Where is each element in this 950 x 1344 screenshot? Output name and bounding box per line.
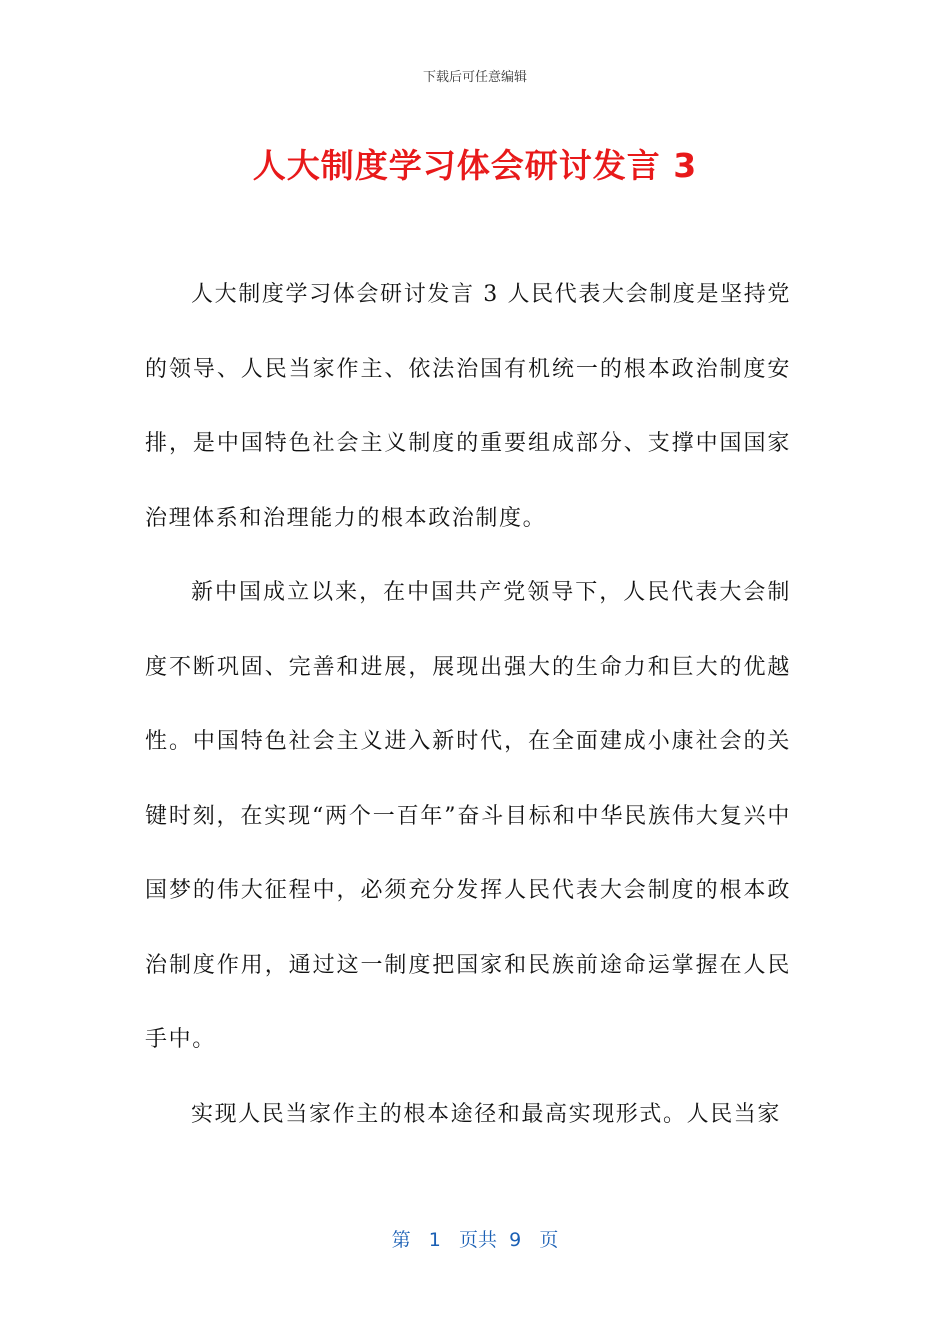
page-footer: [0, 1225, 950, 1252]
footer-suffix: 页: [539, 1229, 559, 1251]
paragraph-2: 新中国成立以来，在中国共产党领导下，人民代表大会制度不断巩固、完善和进展，展现出强大的生命力和巨大的优越性。中国特色社会主义进入新时代，在全面建成小康社会的关键时刻，在实现“两个一百年”奋斗目标和中华民族伟大复兴中国梦的伟大征程中，必须充分发挥人民代表大会制度的根本政治制度作用，通过这一制度把国家和民族前途命运掌握在人民手中。: [145, 580, 791, 1052]
footer-current-page: 1: [428, 1229, 441, 1251]
footer-middle: 页共: [459, 1229, 498, 1251]
page-header: 下载后可任意编辑: [422, 70, 527, 85]
paragraph-3: 实现人民当家作主的根本途径和最高实现形式。人民当家: [191, 1101, 782, 1127]
footer-total-pages: 9: [509, 1229, 522, 1251]
document-body: [145, 258, 791, 1152]
footer-prefix: 第: [391, 1229, 411, 1251]
paragraph-1: 人大制度学习体会研讨发言 3 人民代表大会制度是坚持党的领导、人民当家作主、依法治国有机统一的根本政治制度安排，是中国特色社会主义制度的重要组成部分、支撑中国国家治理体系和治理能力的根本政治制度。: [145, 282, 791, 531]
document-title: 人大制度学习体会研讨发言 3: [252, 146, 698, 185]
